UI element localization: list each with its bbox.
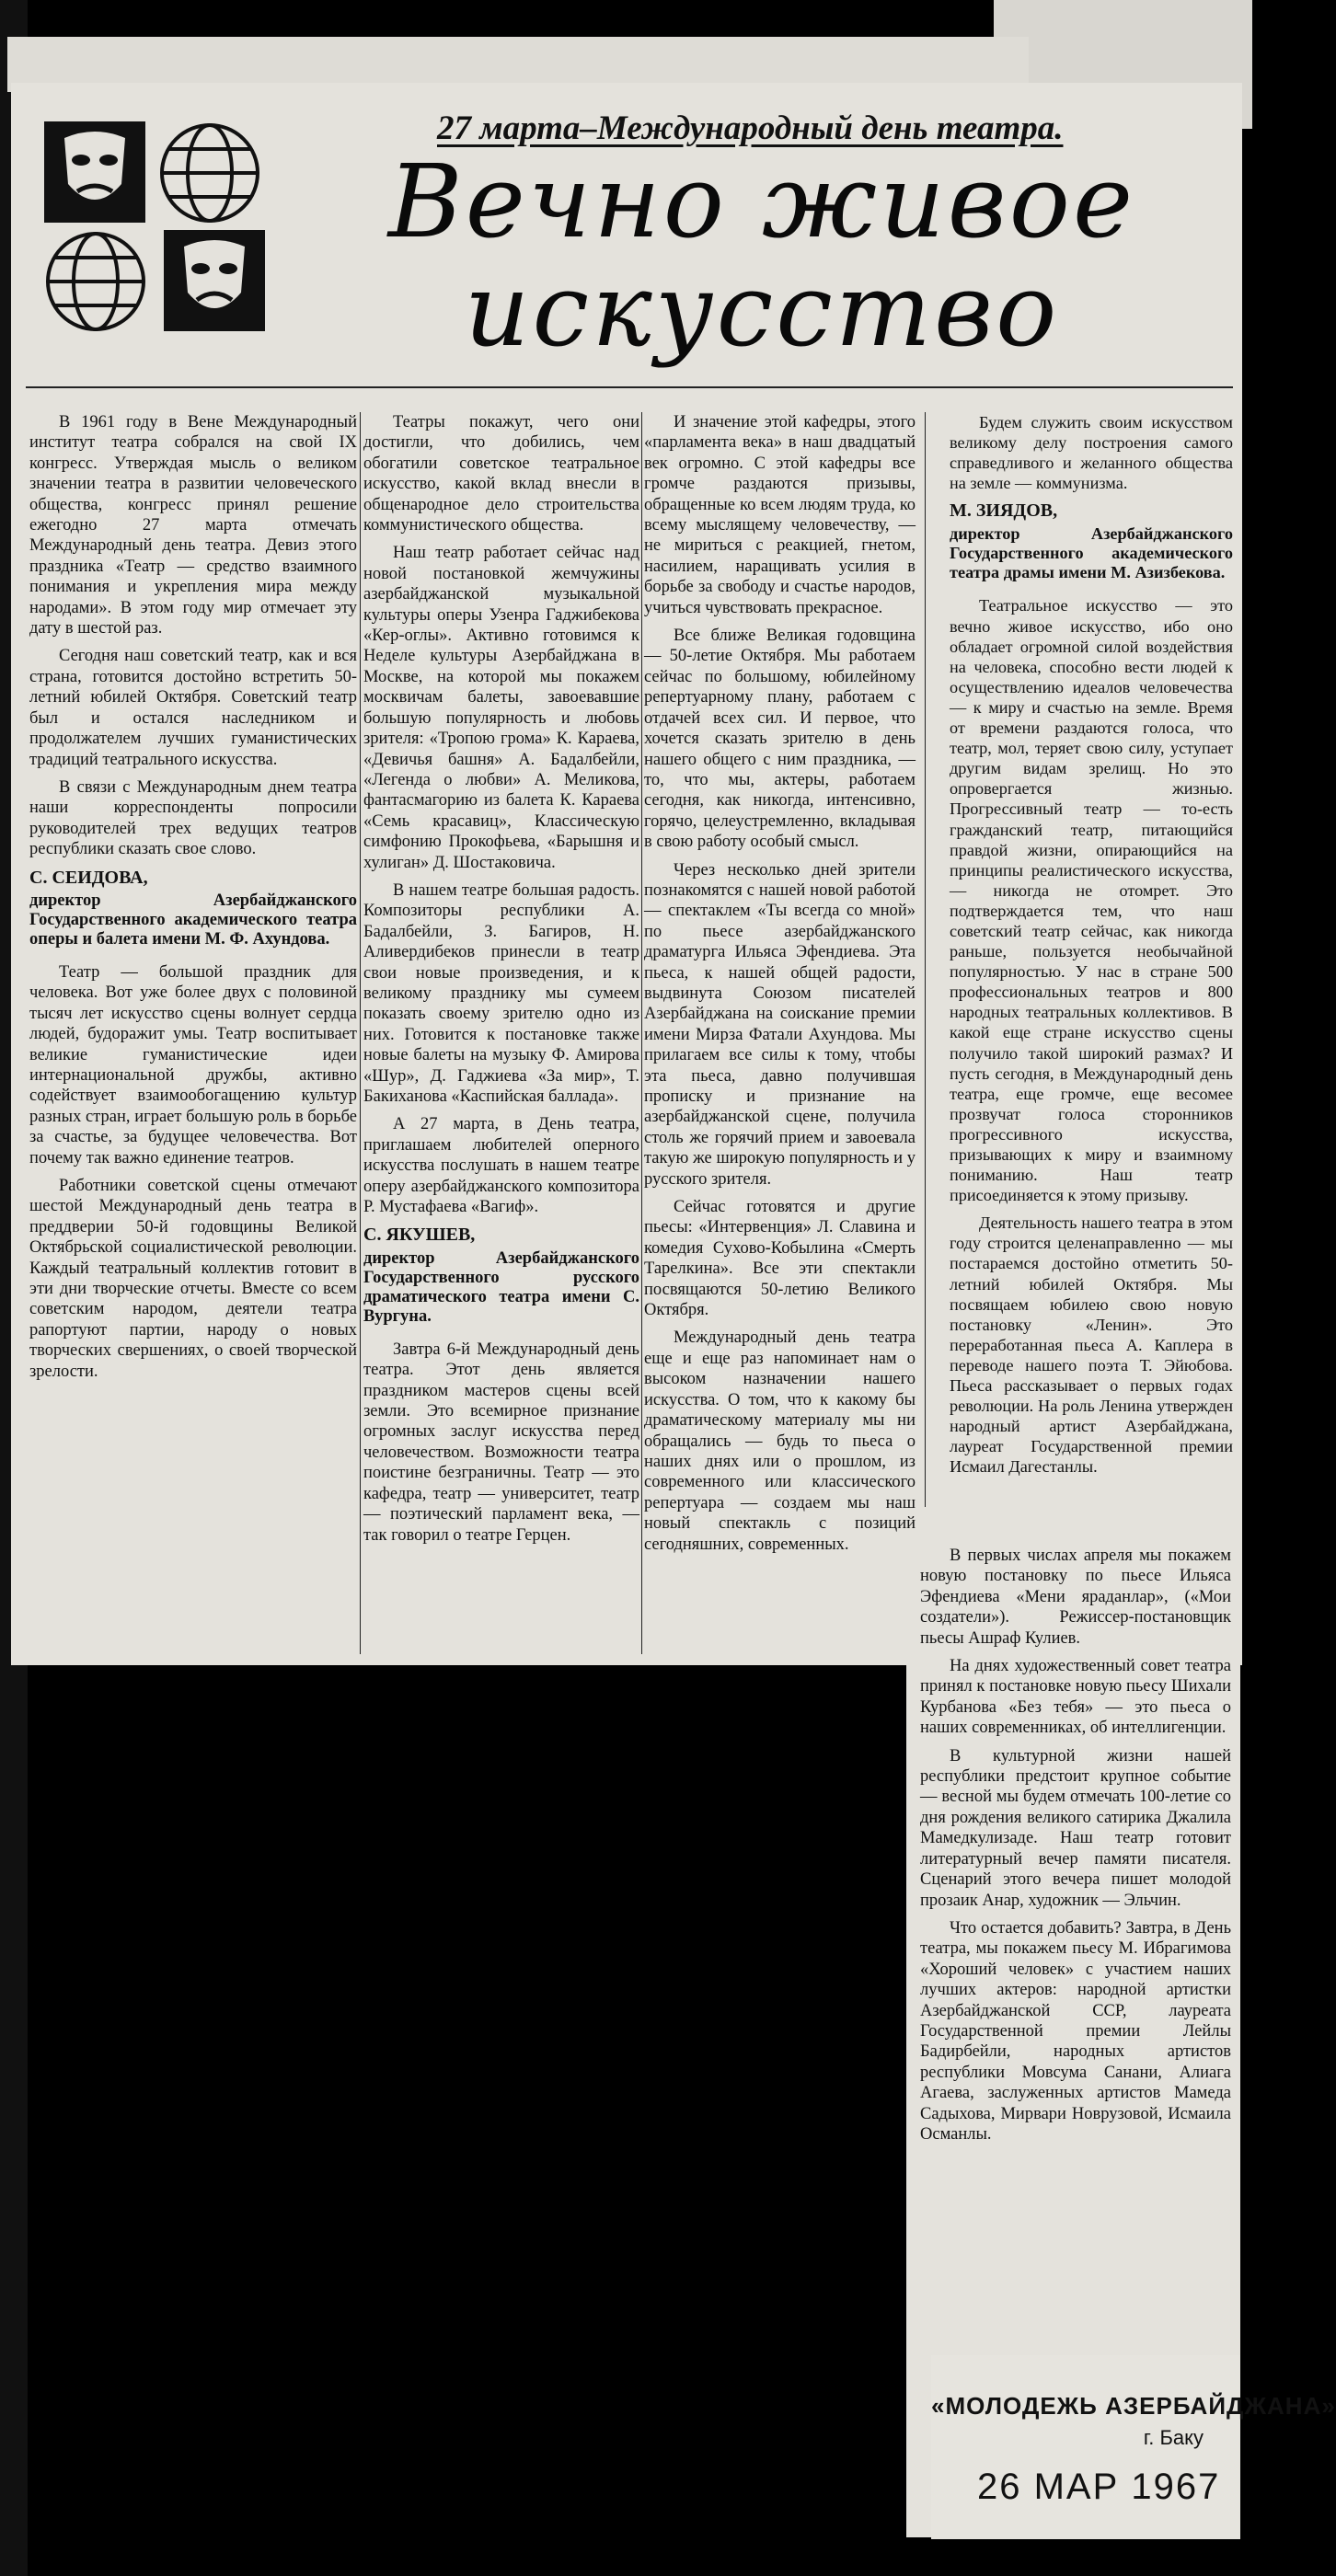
paragraph: Сейчас готовятся и другие пьесы: «Интервенция» Л. Славина и комедия Сухово-Кобылина «Смерть Тарелкина». Все эти спектакли посвящаются 50-летию Великого Октября. [644, 1198, 916, 1320]
paragraph: Работники советской сцены отмечают шестой Международный день театра в преддверии 50-й годовщины Великой Октябрьской социалистической революции. Каждый театральный коллектив готовит в эти дни творческие отчеты. Вместе со всем советским народом, деятели театра рапортуют партии, народу о новых творческих свершениях, о своей творческой зрелости. [29, 1177, 357, 1381]
header-rule [26, 386, 1233, 388]
author-signature: С. СЕИДОВА, [29, 867, 148, 888]
headline-line-1: Вечно живое [387, 143, 1136, 260]
paragraph: Наш театр работает сейчас над новой постановкой жемчужины азербайджанской музыкальной культуры оперы Узенра Гаджибекова «Кер-оглы». Активно готовимся к Неделе культуры Азербайджана в Москве, на которой мы покажем москвичам балеты, завоевавшие большую популярность и любовь зрителя: «Тропою грома» К. Караева, «Девичья башня» А. Бадалбейли, «Легенда о любви» А. Меликова, фантасмагорию из балета К. Караева «Семь красавиц», Классическую симфонию Прокофьева, «Барышня и хулиган» Д. Шостаковича. [363, 544, 639, 872]
paragraph: На днях художественный совет театра принял к постановке новую пьесу Шихали Курбанова «Без тебя» — это пьеса о наших современниках, об интеллигенции. [920, 1657, 1231, 1738]
column-1 [29, 412, 357, 1389]
paragraph: Завтра 6-й Международный день театра. Этот день является праздником мастеров сцены всей земли. Это всемирное признание огромных заслуг искусства перед человечеством. Возможности театра поистине безграничны. Театр — это кафедра, театр — университет, театр — поэтический парламент века, — так говорил о театре Герцен. [363, 1340, 639, 1545]
paragraph: В нашем театре большая радость. Композиторы республики А. Бадалбейли, З. Багиров, Н. Аливердибеков принесли в театр свои новые произведения, и к великому празднику мы сумеем показать своему зрителю одно из них. Готовится к постановке также новые балеты на музыку Ф. Амирова «Шур», Д. Гаджиева «За мир», Т. Бакиханова «Каспийская баллада». [363, 880, 639, 1106]
column-continuation [920, 1546, 1231, 2152]
paragraph: Деятельность нашего театра в этом году строится целенаправленно — мы постараемся достойно отметить 50-летний юбилей Октября. Мы посвящаем юбилею свою новую постановку «Ленин». Это переработанная пьеса А. Каплера в переводе нашего поэта Т. Эйюбова. Пьеса рассказывает о первых годах революции. На роль Ленина утвержден народный артист Азербайджана, лауреат Государственной премии Исмаил Дагестанлы. [950, 1213, 1233, 1477]
stamp-date: 26 МАР 1967 [977, 2467, 1221, 2507]
paragraph: Будем служить своим искусством великому делу построения самого справедливого и желанного общества на земле — коммунизма. [950, 413, 1233, 493]
author-title: директор Азербайджанского Государственного академического театра оперы и балета имени М. Ф. Ахундова. [29, 891, 357, 949]
paragraph: В культурной жизни нашей республики предстоит крупное событие — весной мы будем отмечать 100-летие со дня рождения великого сатирика Джалила Мамедкулизаде. Наш театр готовит литературный вечер памяти писателя. Сценарий этого вечера пишет молодой прозаик Анар, художник — Эльчин. [920, 1746, 1231, 1910]
paragraph: А 27 марта, в День театра, приглашаем любителей оперного искусства послушать в нашем театре оперу азербайджанского композитора Р. Мустафаева «Вагиф». [363, 1115, 639, 1217]
paragraph: В 1961 году в Вене Международный институт театра собрался на свой IX конгресс. Утверждая мысль о великом значении театра в развитии человеческого общества, конгресс принял решение ежегодно 27 марта отмечать Международный день театра. Девиз этого праздника «Театр — средство взаимного понимания и укрепления мира между народами». В этом году мир отмечает эту дату в шестой раз. [29, 413, 357, 638]
author-title: директор Азербайджанского Государственного русского драматического театра имени С. Вургуна. [363, 1248, 639, 1326]
column-4 [950, 412, 1233, 1485]
column-3 [644, 412, 916, 1562]
stamp-city: г. Баку [1143, 2426, 1204, 2449]
author-title: директор Азербайджанского Государственного академического театра драмы имени М. Азизбекова. [950, 524, 1233, 582]
paragraph: И значение этой кафедры, этого «парламента века» в наш двадцатый век огромно. С этой кафедры все громче раздаются призывы, обращенные ко всем людям труда, ко всему мыслящему человечеству, — не мириться с реакцией, гнетом, насилием, наращивать усилия в борьбе за свободу и счастье народов, учиться чувствовать прекрасное. [644, 413, 916, 617]
paragraph: Театр — большой праздник для человека. Вот уже более двух с половиной тысяч лет искусство сцены волнует сердца людей, будоражит умы. Театр воспитывает великие гуманистические идеи интернациональной дружбы, активно содействует взаимообогащению культур разных стран, играет большую роль в борьбе за счастье, за будущее человечества. Вот почему так важно единение театров. [29, 962, 357, 1167]
column-rule-3 [925, 412, 926, 1507]
kicker-line: 27 марта–Международный день театра. [437, 109, 1064, 147]
paragraph: В связи с Международным днем театра наши корреспонденты попросили руководителей трех ведущих театров республики сказать свое слово. [29, 777, 357, 859]
paragraph: Театральное искусство — это вечно живое искусство, ибо оно обладает огромной силой воздействия на человека, способно вести людей к осуществлению идеалов человечества — к миру и счастью на земле. Время от времени раздаются голоса, что театр, мол, теряет свою силу, уступает другим видам зрелищ. Но это опровергается жизнью. Прогрессивный театр — то-есть гражданский театр, питающийся правдой жизни, опирающийся на принципы реалистического искусства, — никогда не отомрет. Это подтверждается тем, что наш советский театр сейчас, как никогда раньше, пользуется необычайной популярностью. У нас в стране 500 профессиональных театров и 800 народных театральных коллективов. В какой еще стране искусство сцены получило такой широкий размах? И пусть сегодня, в Международный день театра, еще громче, еще весомее прозвучат голоса сторонников прогрессивного искусства, призывающих к миру и взаимному пониманию. Наш театр присоединяется к этому призыву. [950, 596, 1233, 1205]
paragraph: Международный день театра еще и еще раз напоминает нам о высоком назначении нашего искусства. О том, что к какому бы драматическому материалу мы ни обращались — будь то пьеса о наших днях или о прошлом, из современного или классического репертуара — создаем мы наш новый спектакль с позиций сегодняшних, современных. [644, 1328, 916, 1554]
paragraph: Сегодня наш советский театр, как и вся страна, готовится достойно встретить 50-летний юбилей Октября. Советский театр был и остался наследником и продолжателем лучших гуманистических традиций театрального искусства. [29, 647, 357, 769]
paragraph: В первых числах апреля мы покажем новую постановку по пьесе Ильяса Эфендиева «Мени яраданлар», («Мои создатели»). Режиссер-постановщик пьесы Ашраф Кулиев. [920, 1547, 1231, 1648]
column-rule-1 [360, 412, 361, 1654]
paragraph: Все ближе Великая годовщина — 50-летие Октября. Мы работаем сейчас по большому, юбилейному репертуарному плану, работаем с отдачей всех сил. И первое, что хочется сказать зрителю в день нашего общего с ним праздника, — то, что мы, актеры, работаем сегодня, как никогда, интенсивно, горячо, целеустремленно, вкладывая в свою работу особый смысл. [644, 627, 916, 852]
column-rule-2 [641, 412, 642, 1654]
source-stamp [931, 2392, 1336, 2508]
theatre-masks-globe-icon [35, 112, 274, 340]
paragraph: Театры покажут, чего они достигли, что добились, чем обогатили советское театральное искусство, какой вклад внесли в общенародное дело строительства коммунистического общества. [363, 413, 639, 535]
stamp-newspaper-name: «МОЛОДЕЖЬ АЗЕРБАЙДЖАНА» [931, 2392, 1336, 2420]
paragraph: Что остается добавить? Завтра, в День театра, мы покажем пьесу М. Ибрагимова «Хороший человек» с участием наших лучших актеров: народной артистки Азербайджанской ССР, лауреата Государственной премии Лейлы Бадирбейли, народных артистов республики Мовсума Санани, Алиага Агаева, заслуженных артистов Мамеда Садыхова, Мирвари Новрузовой, Исмаила Османлы. [920, 1918, 1231, 2144]
author-signature: С. ЯКУШЕВ, [363, 1225, 476, 1246]
column-2 [363, 412, 639, 1553]
author-signature: М. ЗИЯДОВ, [950, 500, 1058, 522]
headline-line-2: искусство [464, 251, 1060, 369]
headline [293, 143, 1231, 369]
paragraph: Через несколько дней зрители познакомятся с нашей новой работой — спектаклем «Ты всегда со мной» по пьесе азербайджанского драматурга Ильяса Эфендиева. Эта пьеса, к нашей общей радости, выдвинута Союзом писателей Азербайджана на соискание премии имени Мирза Фатали Ахундова. Мы прилагаем все силы к тому, чтобы эта пьеса, давно получившая прописку и признание на азербайджанской сцене, получила столь же горячий прием и завоевала такую же широкую популярность и у русского зрителя. [644, 860, 916, 1189]
